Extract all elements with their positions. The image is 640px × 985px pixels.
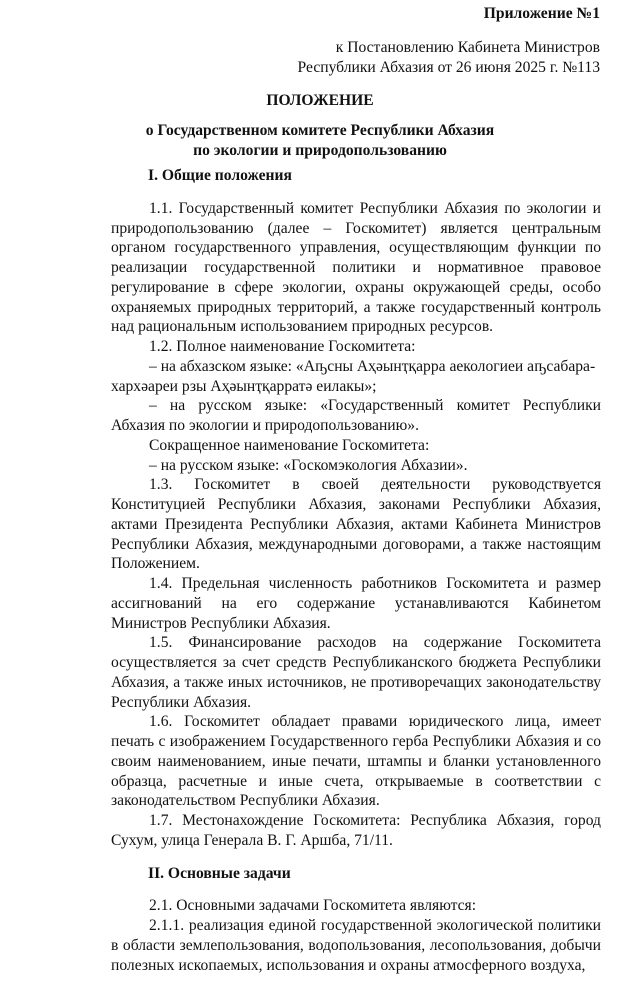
decree-date: Республики Абхазия от 26 июня 2025 г. №113 — [297, 59, 600, 76]
paragraph: – на абхазском языке: «Аҧсны Аҳәынҭқарра аекологиеи аҧсабара- — [149, 357, 596, 375]
paragraph: 1.4. Предельная численность работников Госкомитета и размер ассигнований на его содержание устанавливаются Кабинетом Министров Республики Абхазия. — [111, 575, 601, 632]
section-1-heading: I. Общие положения — [148, 167, 292, 184]
paragraph: 1.5. Финансирование расходов на содержание Госкомитета осуществляется за счет средств Республиканского бюджета Республики Абхазия, а также иных источников, не противоречащих законодательству Республики Абхазия. — [111, 634, 601, 711]
paragraph: 1.2. Полное наименование Госкомитета: — [149, 338, 416, 355]
paragraph: 2.1. Основными задачами Госкомитета являются: — [149, 897, 477, 915]
section-2-heading: II. Основные задачи — [148, 864, 291, 882]
paragraph: 1.3. Госкомитет в своей деятельности руководствуется Конституцией Республики Абхазия, законами Республики Абхазия, актами Президента Республики Абхазия, актами Кабинета Министров Республики Абхазия, международными договорами, а также настоящим Положением. — [111, 476, 601, 573]
paragraph: 1.1. Государственный комитет Республики Абхазия по экологии и природопользованию (далее – Госкомитет) является центральным органом государственного управления, осуществляющим функции по реализации государственной политики и нормативное правовое регулирование в сфере экологии, охраны окружающей среды, особо охраняемых природных территорий, а также государственный контроль над рациональным использованием природных ресурсов. — [111, 199, 601, 336]
document-subtitle-2: по экологии и природопользованию — [193, 142, 447, 159]
paragraph: 1.6. Госкомитет обладает правами юридического лица, имеет печать с изображением Государственного герба Республики Абхазия и со своим наименованием, иные печати, штампы и бланки установленного образца, расчетные и иные счета, открываемые в соответствии с законодательством Республики Абхазия. — [111, 713, 601, 810]
appendix-number: Приложение №1 — [483, 5, 600, 22]
section-2-body — [111, 896, 601, 975]
section-1-body — [111, 199, 601, 851]
decree-reference: к Постановлению Кабинета Министров — [335, 39, 600, 56]
paragraph: 1.7. Местонахождение Госкомитета: Республика Абхазия, город Сухум, улица Генерала В. Г. Аршба, 71/11. — [111, 812, 601, 849]
document-title: ПОЛОЖЕНИЕ — [266, 92, 374, 109]
paragraph: – на русском языке: «Государственный комитет Республики Абхазия по экологии и природопользованию». — [111, 397, 601, 434]
document-subtitle-1: о Государственном комитете Республики Абхазия — [145, 122, 495, 139]
document-body — [111, 166, 601, 985]
paragraph: – на русском языке: «Госкомэкология Абхазии». — [149, 456, 468, 474]
paragraph: Сокращенное наименование Госкомитета: — [149, 436, 430, 454]
paragraph: 2.1.1. реализация единой государственной экологической политики в области землепользования, водопользования, лесопользования, добычи полезных ископаемых, использования и охраны атмосферного воздуха, — [111, 917, 601, 974]
paragraph: хархәареи рзы Аҳәынҭқарратә еилакы»; — [111, 377, 377, 395]
